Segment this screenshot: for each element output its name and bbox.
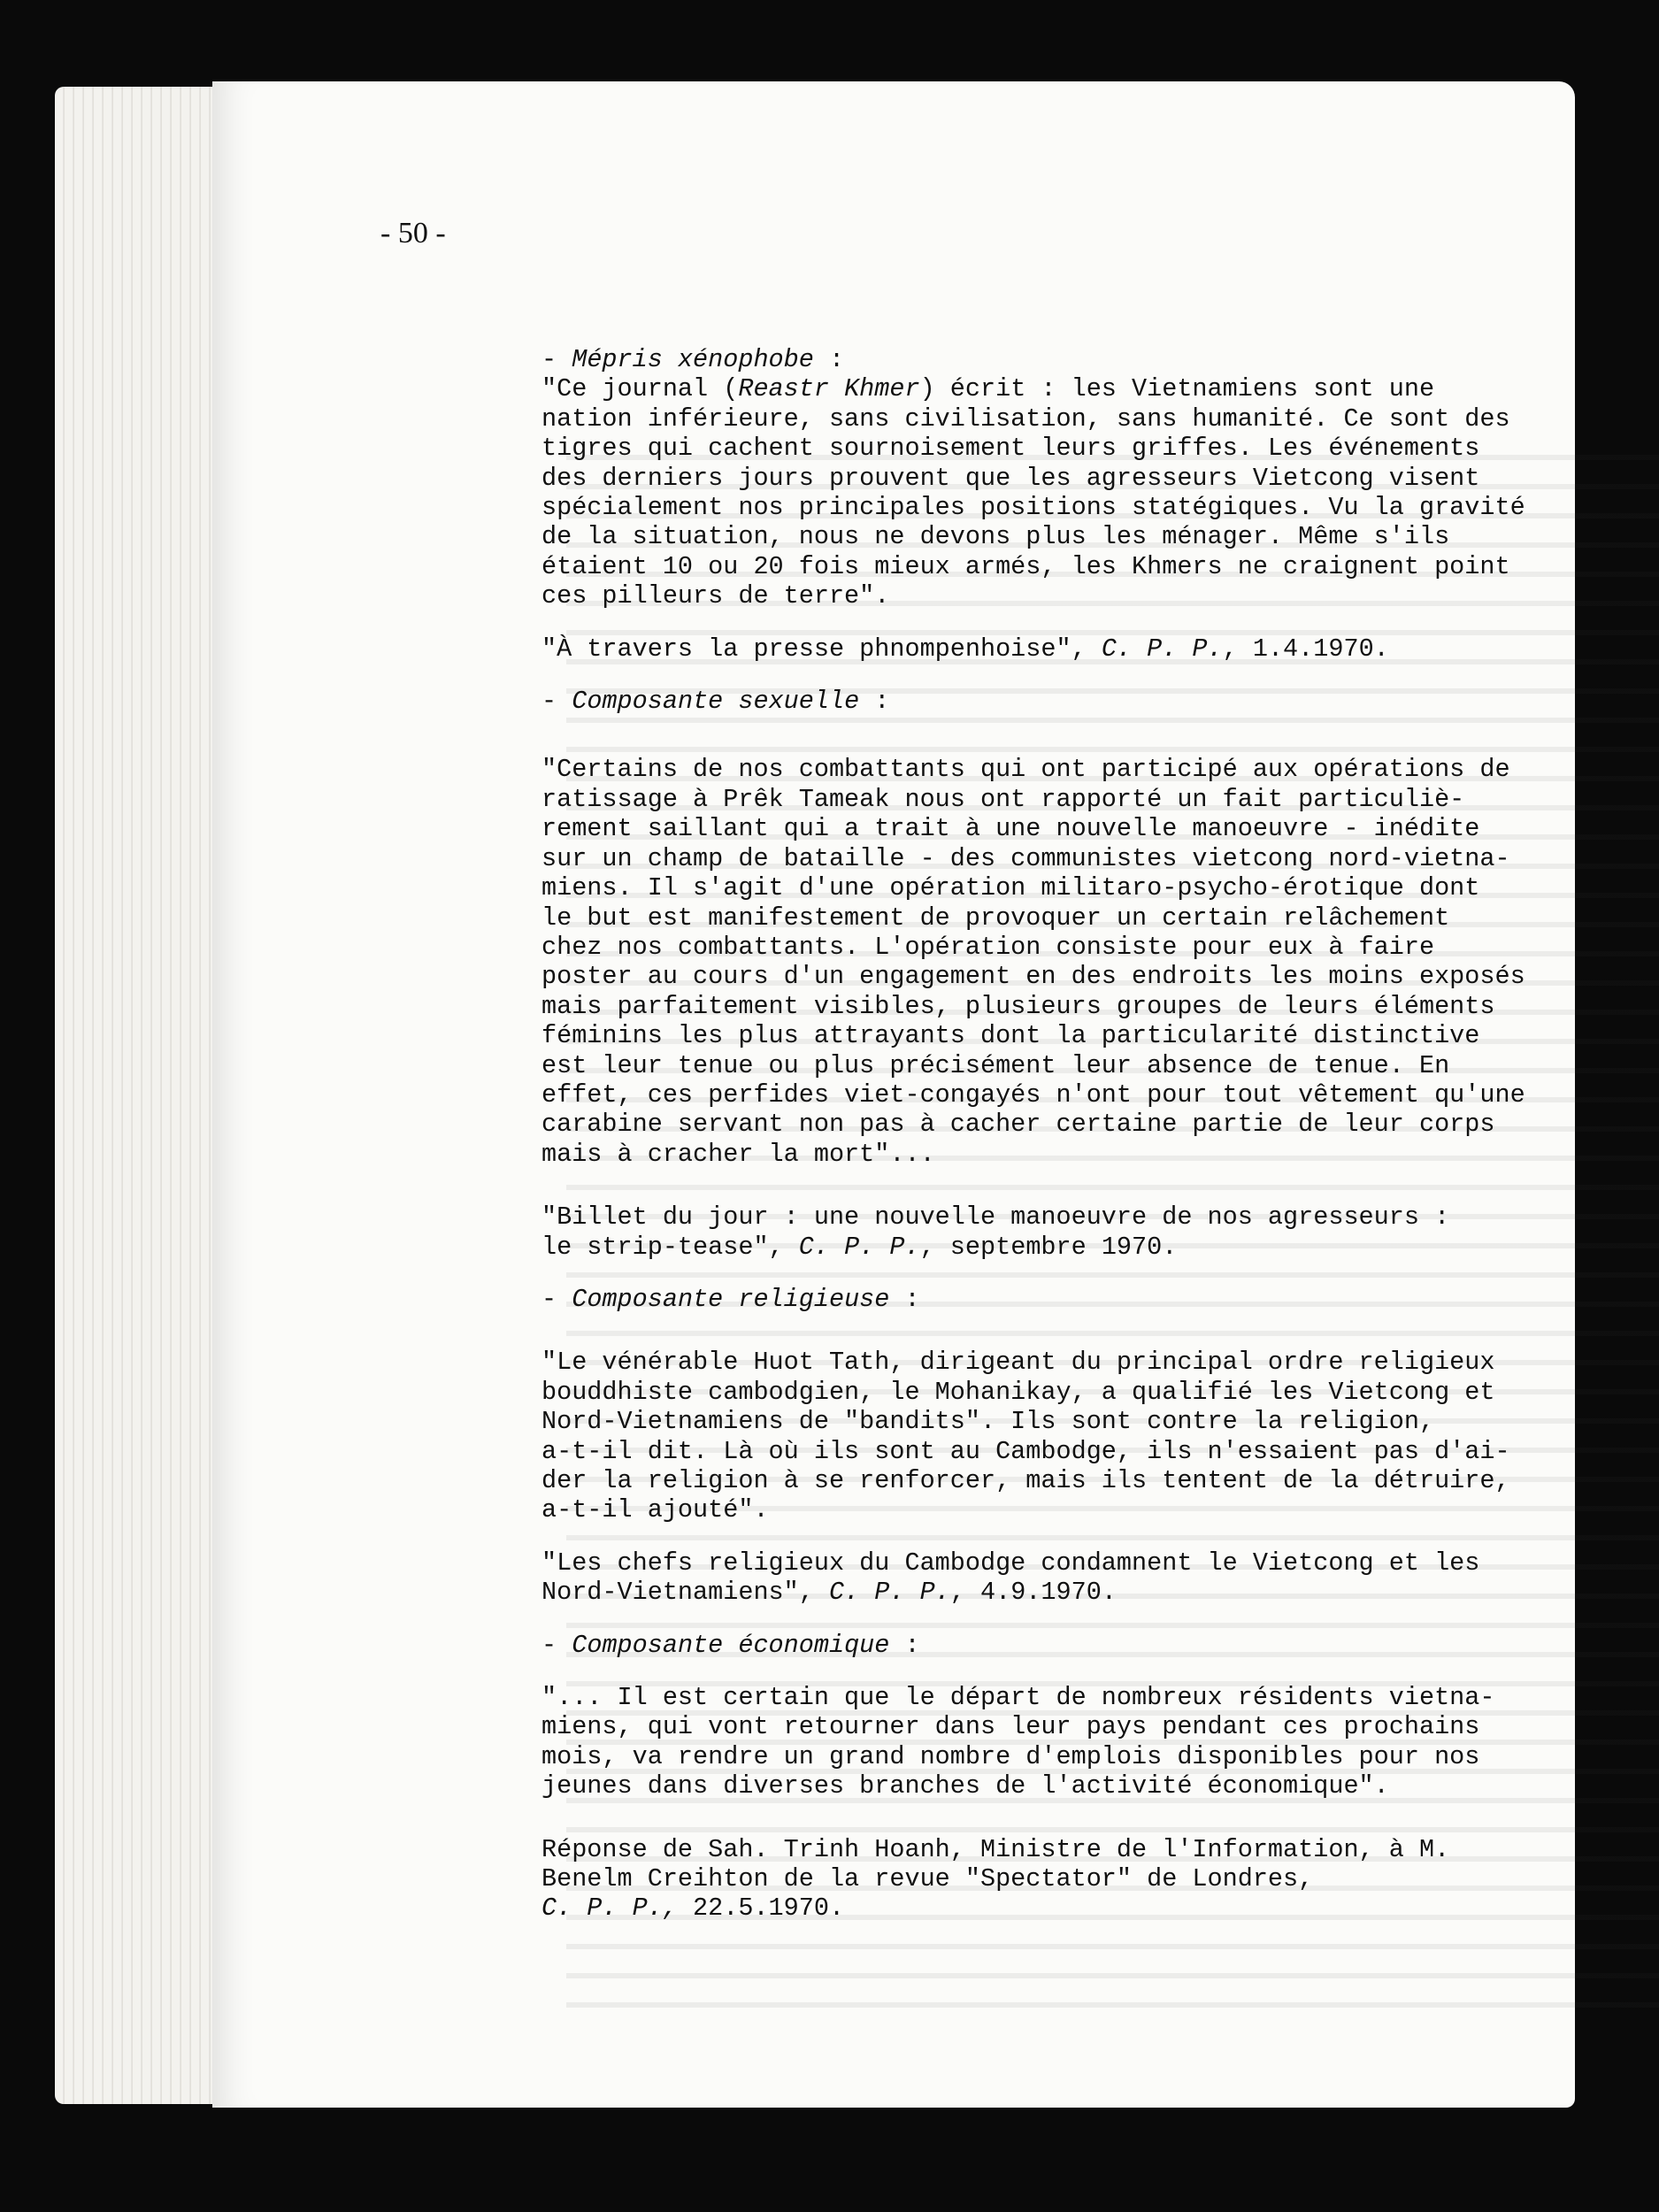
- quote-line: "Le vénérable Huot Tath, dirigeant du principal ordre religieux: [541, 1348, 1495, 1378]
- quote-line: nation inférieure, sans civilisation, sans humanité. Ce sont des: [541, 403, 1510, 434]
- quote-line: est leur tenue ou plus précisément leur absence de tenue. En: [541, 1050, 1450, 1080]
- quote-line: étaient 10 ou 20 fois mieux armés, les Khmers ne craignent point: [541, 551, 1510, 581]
- quote-line: de la situation, nous ne devons plus les ménager. Même s'ils: [541, 522, 1450, 552]
- quote-line: carabine servant non pas à cacher certaine partie de leur corps: [541, 1110, 1495, 1140]
- quote-line: "Certains de nos combattants qui ont participé aux opérations de: [541, 755, 1510, 785]
- section-heading: - Composante économique :: [541, 1630, 920, 1660]
- section-heading: - Composante sexuelle :: [541, 687, 890, 717]
- quote-line: a-t-il ajouté".: [541, 1495, 769, 1525]
- quote-line: effet, ces perfides viet-congayés n'ont pour tout vêtement qu'une: [541, 1079, 1525, 1110]
- quote-line: poster au cours d'un engagement en des endroits les moins exposés: [541, 962, 1525, 992]
- source-citation: "Les chefs religieux du Cambodge condamnent le Vietcong et les: [541, 1548, 1480, 1578]
- quote-line: Nord-Vietnamiens de "bandits". Ils sont contre la religion,: [541, 1407, 1435, 1437]
- quote-line: le but est manifestement de provoquer un certain relâchement: [541, 902, 1450, 933]
- quote-line: mois, va rendre un grand nombre d'emplois disponibles pour nos: [541, 1741, 1480, 1771]
- quote-line: sur un champ de bataille - des communistes vietcong nord-vietna-: [541, 843, 1510, 873]
- quote-line: bouddhiste cambodgien, le Mohanikay, a qualifié les Vietcong et: [541, 1377, 1495, 1407]
- quote-line: chez nos combattants. L'opération consiste pour eux à faire: [541, 932, 1435, 962]
- quote-line: spécialement nos principales positions statégiques. Vu la gravité: [541, 493, 1525, 523]
- source-citation: Nord-Vietnamiens", C. P. P., 4.9.1970.: [541, 1578, 1117, 1608]
- quote-line: der la religion à se renforcer, mais ils tentent de la détruire,: [541, 1466, 1510, 1495]
- quote-line: miens, qui vont retourner dans leur pays pendant ces prochains: [541, 1712, 1480, 1742]
- quote-line: féminins les plus attrayants dont la particularité distinctive: [541, 1021, 1480, 1051]
- source-citation: C. P. P., 22.5.1970.: [541, 1893, 845, 1924]
- quote-line: tigres qui cachent sournoisement leurs griffes. Les événements: [541, 434, 1480, 464]
- quote-line: des derniers jours prouvent que les agresseurs Vietcong visent: [541, 463, 1480, 493]
- page-body: [541, 345, 1524, 1924]
- quote-line: rement saillant qui a trait à une nouvelle manoeuvre - inédite: [541, 814, 1480, 844]
- source-citation: Benelm Creihton de la revue "Spectator" de Londres,: [541, 1864, 1314, 1894]
- section-heading: - Mépris xénophobe :: [541, 345, 845, 374]
- source-citation: le strip-tease", C. P. P., septembre 1970.: [541, 1232, 1178, 1262]
- page-number: - 50 -: [380, 217, 446, 250]
- quote-line: a-t-il dit. Là où ils sont au Cambodge, ils n'essaient pas d'ai-: [541, 1436, 1510, 1466]
- source-citation: "Billet du jour : une nouvelle manoeuvre de nos agresseurs :: [541, 1202, 1450, 1233]
- quote-line: ratissage à Prêk Tameak nous ont rapporté un fait particuliè-: [541, 784, 1465, 814]
- quote-line: "... Il est certain que le départ de nombreux résidents vietna-: [541, 1683, 1495, 1713]
- source-citation: "À travers la presse phnompenhoise", C. P. P., 1.4.1970.: [541, 634, 1389, 664]
- quote-line: mais à cracher la mort"...: [541, 1139, 935, 1169]
- stacked-page-edges: [55, 87, 232, 2104]
- quote-line: jeunes dans diverses branches de l'activité économique".: [541, 1771, 1389, 1801]
- quote-line: mais parfaitement visibles, plusieurs groupes de leurs éléments: [541, 991, 1495, 1021]
- quote-line: ces pilleurs de terre".: [541, 581, 890, 611]
- source-citation: Réponse de Sah. Trinh Hoanh, Ministre de l'Information, à M.: [541, 1834, 1450, 1864]
- quote-line: "Ce journal (Reastr Khmer) écrit : les Vietnamiens sont une: [541, 374, 1435, 404]
- section-heading: - Composante religieuse :: [541, 1284, 920, 1314]
- quote-line: miens. Il s'agit d'une opération militaro-psycho-érotique dont: [541, 873, 1480, 903]
